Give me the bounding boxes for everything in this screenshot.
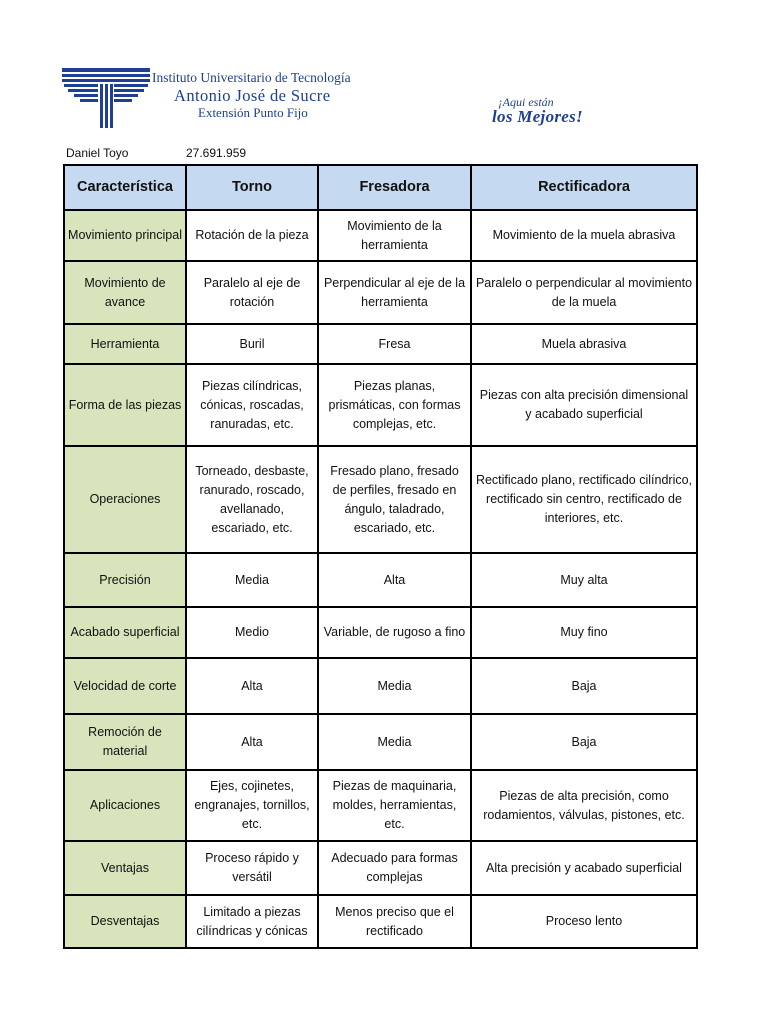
table-cell: Baja	[471, 658, 697, 714]
table-cell: Perpendicular al eje de la herramienta	[318, 261, 471, 324]
slogan	[492, 96, 583, 125]
table-row	[64, 364, 697, 446]
table-cell: Paralelo al eje de rotación	[186, 261, 318, 324]
table-cell: Alta	[186, 658, 318, 714]
table-cell: Variable, de rugoso a fino	[318, 607, 471, 658]
row-label: Desventajas	[64, 895, 186, 948]
table-cell: Muela abrasiva	[471, 324, 697, 364]
table-row	[64, 324, 697, 364]
table-cell: Proceso rápido y versátil	[186, 841, 318, 895]
row-label: Movimiento principal	[64, 210, 186, 261]
table-header-row	[64, 165, 697, 210]
table-cell: Rectificado plano, rectificado cilíndrico, rectificado sin centro, rectificado de interiores, etc.	[471, 446, 697, 553]
table-cell: Media	[318, 658, 471, 714]
table-cell: Movimiento de la herramienta	[318, 210, 471, 261]
row-label: Herramienta	[64, 324, 186, 364]
table-row	[64, 607, 697, 658]
column-header-torno: Torno	[186, 165, 318, 210]
student-name: Daniel Toyo	[66, 146, 129, 160]
table-cell: Piezas planas, prismáticas, con formas complejas, etc.	[318, 364, 471, 446]
column-header-characteristic: Característica	[64, 165, 186, 210]
institution-line-1: Instituto Universitario de Tecnología	[152, 70, 351, 85]
table-cell: Buril	[186, 324, 318, 364]
table-row	[64, 841, 697, 895]
slogan-line-2: los Mejores!	[492, 107, 583, 126]
comparison-table	[63, 164, 698, 949]
row-label: Velocidad de corte	[64, 658, 186, 714]
row-label: Aplicaciones	[64, 770, 186, 841]
table-cell: Alta	[186, 714, 318, 770]
table-cell: Muy fino	[471, 607, 697, 658]
table-row	[64, 446, 697, 553]
institution-name	[152, 70, 351, 121]
table-row	[64, 770, 697, 841]
row-label: Precisión	[64, 553, 186, 607]
table-cell: Fresado plano, fresado de perfiles, fresado en ángulo, taladrado, escariado, etc.	[318, 446, 471, 553]
table-row	[64, 658, 697, 714]
table-cell: Proceso lento	[471, 895, 697, 948]
table-cell: Piezas de maquinaria, moldes, herramientas, etc.	[318, 770, 471, 841]
table-cell: Paralelo o perpendicular al movimiento de la muela	[471, 261, 697, 324]
table-cell: Muy alta	[471, 553, 697, 607]
table-cell: Media	[318, 714, 471, 770]
student-id: 27.691.959	[186, 146, 247, 160]
table-cell: Limitado a piezas cilíndricas y cónicas	[186, 895, 318, 948]
table-cell: Movimiento de la muela abrasiva	[471, 210, 697, 261]
table-cell: Rotación de la pieza	[186, 210, 318, 261]
table-row	[64, 553, 697, 607]
column-header-fresadora: Fresadora	[318, 165, 471, 210]
table-cell: Medio	[186, 607, 318, 658]
slogan-line-1: ¡Aqui están	[498, 95, 554, 109]
row-label: Forma de las piezas	[64, 364, 186, 446]
table-cell: Adecuado para formas complejas	[318, 841, 471, 895]
row-label: Ventajas	[64, 841, 186, 895]
table-row	[64, 261, 697, 324]
table-cell: Media	[186, 553, 318, 607]
table-row	[64, 210, 697, 261]
table-cell: Alta	[318, 553, 471, 607]
table-cell: Alta precisión y acabado superficial	[471, 841, 697, 895]
table-cell: Piezas con alta precisión dimensional y acabado superficial	[471, 364, 697, 446]
table-cell: Baja	[471, 714, 697, 770]
table-cell: Ejes, cojinetes, engranajes, tornillos, etc.	[186, 770, 318, 841]
table-cell: Torneado, desbaste, ranurado, roscado, avellanado, escariado, etc.	[186, 446, 318, 553]
document-header	[62, 66, 702, 136]
table-row	[64, 714, 697, 770]
table-cell: Fresa	[318, 324, 471, 364]
institution-logo-icon	[62, 68, 150, 130]
column-header-rectificadora: Rectificadora	[471, 165, 697, 210]
table-cell: Menos preciso que el rectificado	[318, 895, 471, 948]
row-label: Remoción de material	[64, 714, 186, 770]
row-label: Movimiento de avance	[64, 261, 186, 324]
institution-line-2: Antonio José de Sucre	[174, 86, 331, 105]
row-label: Acabado superficial	[64, 607, 186, 658]
table-cell: Piezas de alta precisión, como rodamientos, válvulas, pistones, etc.	[471, 770, 697, 841]
institution-line-3: Extensión Punto Fijo	[198, 105, 308, 120]
table-cell: Piezas cilíndricas, cónicas, roscadas, ranuradas, etc.	[186, 364, 318, 446]
row-label: Operaciones	[64, 446, 186, 553]
table-row	[64, 895, 697, 948]
